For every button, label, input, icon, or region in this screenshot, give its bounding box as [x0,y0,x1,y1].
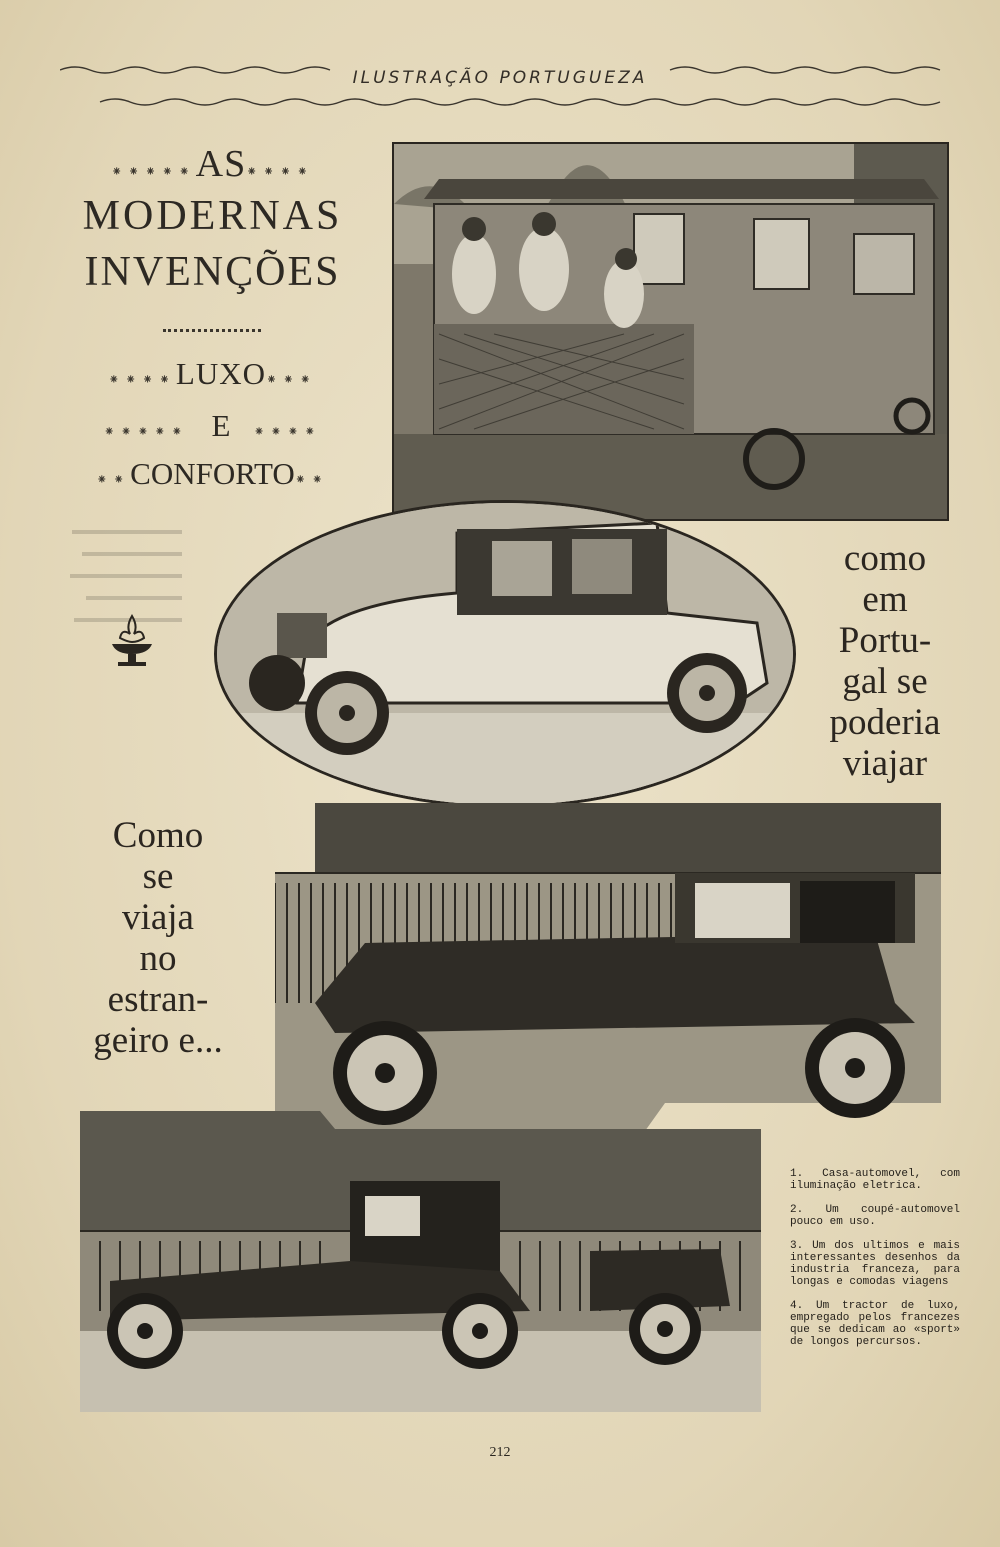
photo-touring-car [275,803,941,1131]
headline-divider [163,329,261,332]
photo-motorhome [392,142,949,521]
ornament-stars: ⁕⁕⁕⁕⁕ [111,165,196,180]
caption-3: 3. Um dos ultimos e mais interessantes desenhos da industria franceza, para longas e comodas viagens [790,1240,960,1288]
headline-line-e: ⁕⁕⁕⁕⁕ E ⁕⁕⁕⁕ [103,408,322,443]
photo-coupe-oval [214,500,796,808]
headline-line-as: ⁕⁕⁕⁕⁕AS⁕⁕⁕⁕ [111,143,314,185]
headline-line-luxo: ⁕⁕⁕⁕LUXO⁕⁕⁕ [108,356,317,391]
headline-line-conforto: ⁕⁕CONFORTO⁕⁕ [96,456,329,491]
caption-2: 2. Um coupé-automovel pouco em uso. [790,1204,960,1228]
caption-1: 1. Casa-automovel, com iluminação eletrica. [790,1168,960,1192]
masthead-title: ILUSTRAÇÃO PORTUGUEZA [352,68,648,88]
photo-tractor-trailer [80,1111,761,1412]
page-number: 212 [489,1445,511,1460]
side-text-estrangeiro: Como se viaja no estran- geiro e... [93,815,223,1061]
photo-captions [790,1168,960,1360]
ornament-stars: ⁕⁕⁕⁕ [246,165,314,180]
headline-line-invencoes: INVENÇÕES [84,249,341,295]
headline-line-modernas: MODERNAS [82,193,343,239]
caption-4: 4. Um tractor de luxo, empregado pelos francezes que se dedicam ao «sport» de longos percursos. [790,1300,960,1348]
flame-brazier-icon [104,612,160,672]
side-text-portugal: como em Portu- gal se poderia viajar [829,538,941,784]
